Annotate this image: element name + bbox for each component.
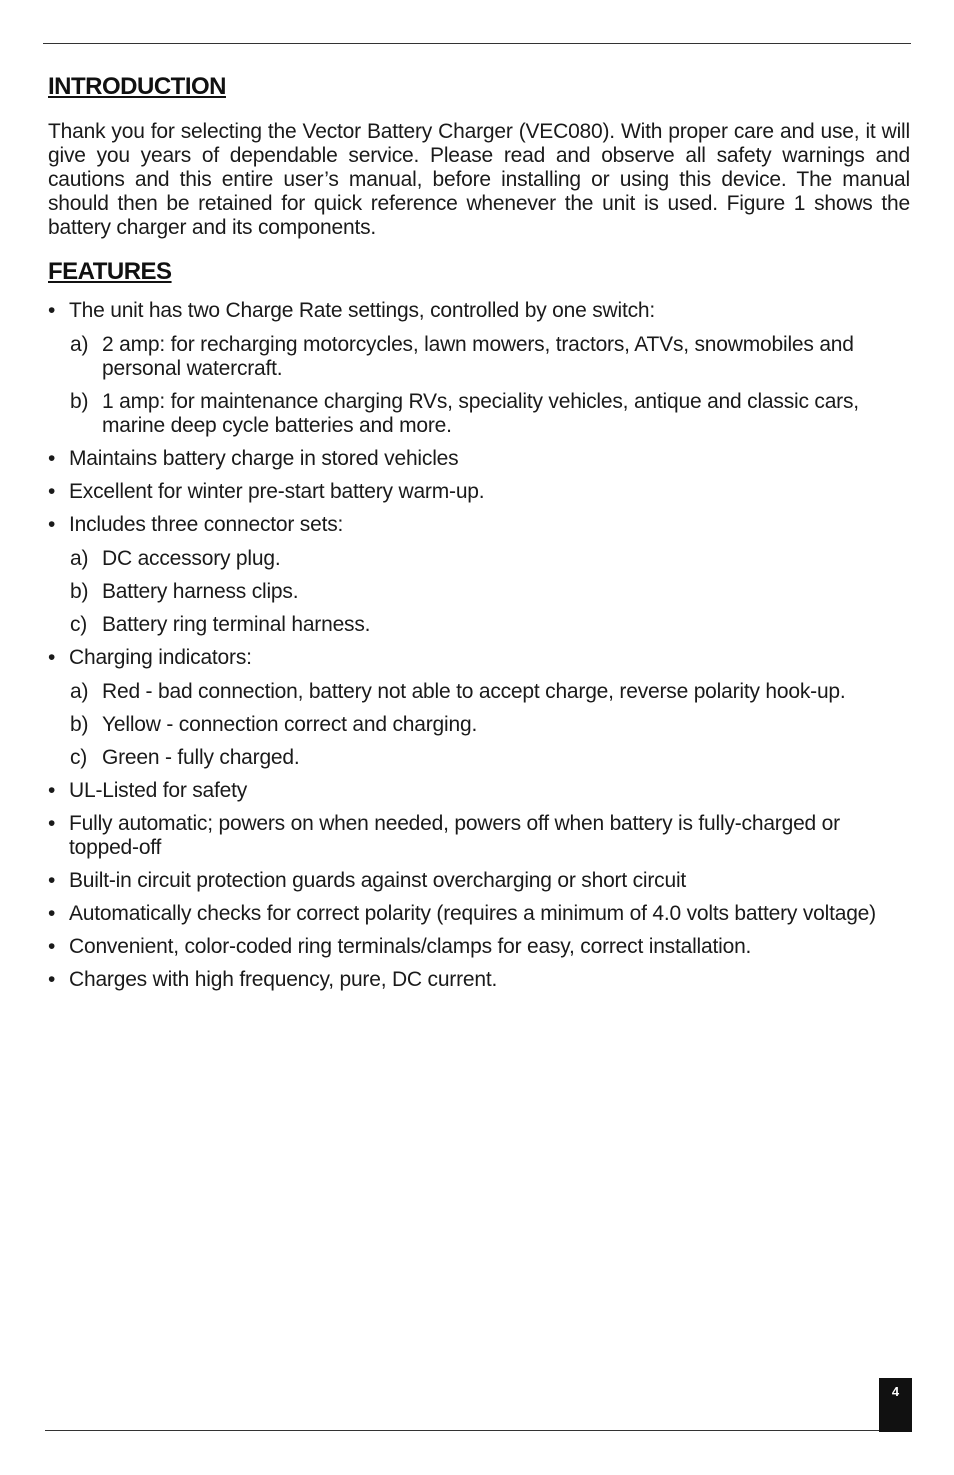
feature-sublist bbox=[69, 680, 910, 770]
feature-text: Includes three connector sets: bbox=[69, 513, 344, 536]
subitem-text: 1 amp: for maintenance charging RVs, speciality vehicles, antique and classic cars, marine deep cycle batteries and more. bbox=[102, 390, 859, 437]
feature-text: Charging indicators: bbox=[69, 646, 252, 669]
features-list bbox=[48, 299, 910, 992]
subitem-letter: b) bbox=[70, 390, 89, 413]
subitem-text: Green - fully charged. bbox=[102, 746, 300, 769]
feature-item bbox=[48, 447, 910, 471]
subitem-text: Battery harness clips. bbox=[102, 580, 299, 603]
feature-text: Fully automatic; powers on when needed, powers off when battery is fully-charged or topped-off bbox=[69, 812, 840, 859]
feature-subitem bbox=[48, 713, 910, 737]
feature-item bbox=[48, 968, 910, 992]
feature-item bbox=[48, 869, 910, 893]
feature-item bbox=[48, 480, 910, 504]
feature-subitem bbox=[48, 680, 910, 704]
feature-item bbox=[48, 812, 910, 860]
feature-subitem bbox=[48, 746, 910, 770]
feature-subitem bbox=[48, 333, 910, 381]
bottom-rule bbox=[45, 1430, 911, 1431]
subitem-letter: b) bbox=[70, 713, 89, 736]
feature-text: UL-Listed for safety bbox=[69, 779, 248, 802]
feature-text: Automatically checks for correct polarity (requires a minimum of 4.0 volts battery voltage) bbox=[69, 902, 876, 925]
feature-subitem bbox=[48, 613, 910, 637]
introduction-heading: INTRODUCTION bbox=[48, 73, 226, 100]
feature-item bbox=[48, 902, 910, 926]
page-content bbox=[48, 72, 910, 1001]
subitem-letter: c) bbox=[70, 746, 88, 769]
features-heading: FEATURES bbox=[48, 258, 172, 285]
subitem-letter: a) bbox=[70, 333, 89, 356]
introduction-paragraph: Thank you for selecting the Vector Battery Charger (VEC080). With proper care and use, it will give you years of dependable service. Please read and observe all safety warnings and cautions and this entire user’s manual, before installing or using this device. The manual should then be retained for quick reference whenever the unit is used. Figure 1 shows the battery charger and its components. bbox=[48, 120, 910, 239]
feature-text: Maintains battery charge in stored vehicles bbox=[69, 447, 459, 470]
feature-text: Charges with high frequency, pure, DC current. bbox=[69, 968, 498, 991]
subitem-letter: c) bbox=[70, 613, 88, 636]
subitem-text: Battery ring terminal harness. bbox=[102, 613, 371, 636]
feature-sublist bbox=[69, 333, 910, 438]
feature-item bbox=[48, 646, 910, 770]
subitem-letter: b) bbox=[70, 580, 89, 603]
feature-item bbox=[48, 513, 910, 637]
feature-text: Excellent for winter pre-start battery warm-up. bbox=[69, 480, 485, 503]
feature-text: Built-in circuit protection guards against overcharging or short circuit bbox=[69, 869, 687, 892]
subitem-text: Yellow - connection correct and charging. bbox=[102, 713, 478, 736]
subitem-text: DC accessory plug. bbox=[102, 547, 281, 570]
feature-subitem bbox=[48, 547, 910, 571]
feature-item bbox=[48, 299, 910, 438]
feature-sublist bbox=[69, 547, 910, 637]
top-rule bbox=[43, 43, 911, 44]
feature-subitem bbox=[48, 390, 910, 438]
page-number: 4 bbox=[879, 1378, 912, 1432]
subitem-text: Red - bad connection, battery not able to accept charge, reverse polarity hook-up. bbox=[102, 680, 846, 703]
feature-item bbox=[48, 935, 910, 959]
subitem-letter: a) bbox=[70, 547, 89, 570]
feature-text: The unit has two Charge Rate settings, controlled by one switch: bbox=[69, 299, 656, 322]
subitem-letter: a) bbox=[70, 680, 89, 703]
feature-subitem bbox=[48, 580, 910, 604]
subitem-text: 2 amp: for recharging motorcycles, lawn mowers, tractors, ATVs, snowmobiles and personal watercraft. bbox=[102, 333, 854, 380]
feature-text: Convenient, color-coded ring terminals/clamps for easy, correct installation. bbox=[69, 935, 752, 958]
feature-item bbox=[48, 779, 910, 803]
